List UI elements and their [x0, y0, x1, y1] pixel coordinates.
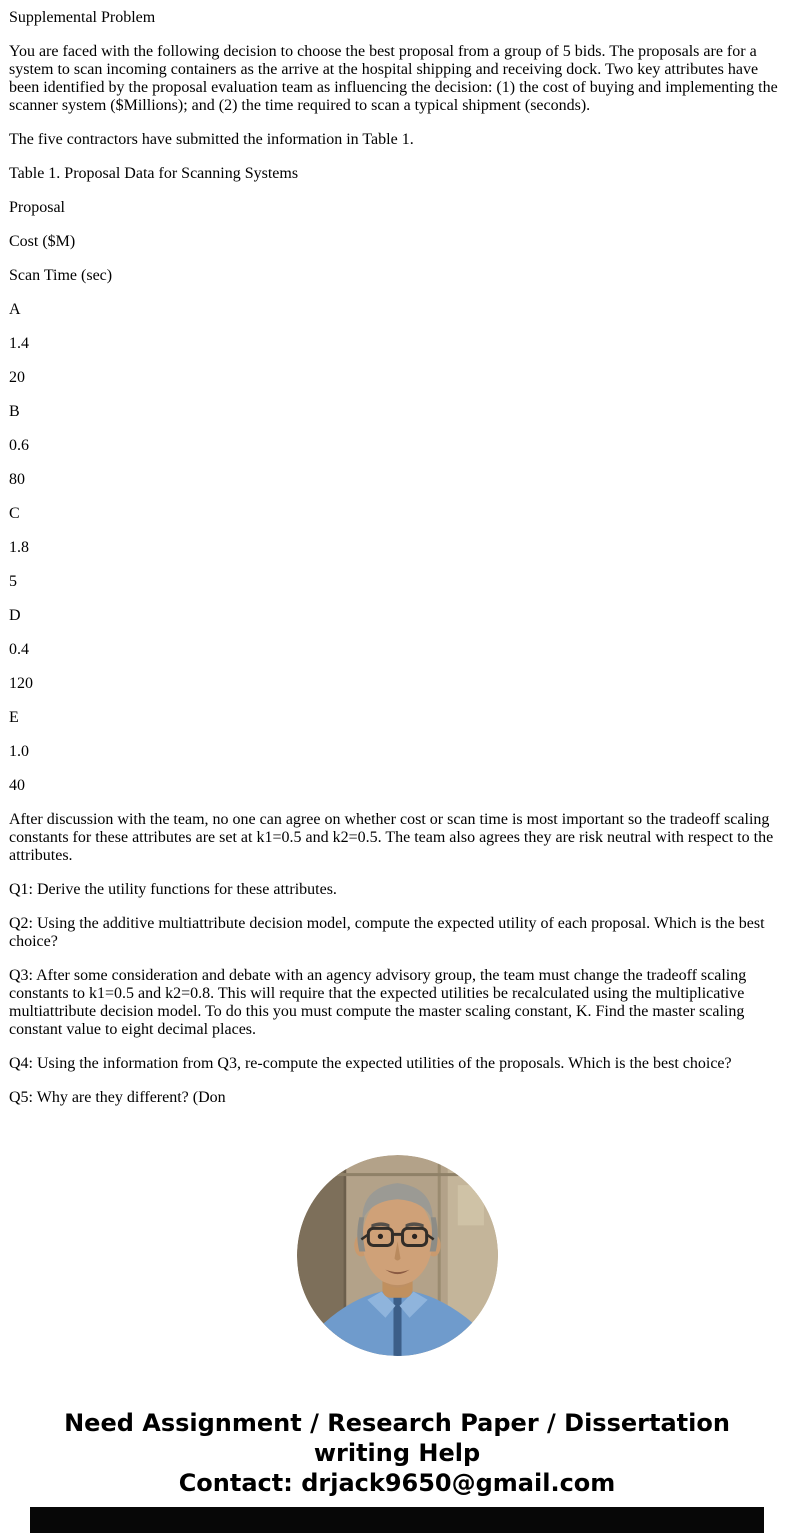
- table-cell-proposal: E: [9, 709, 19, 726]
- table-cell-scan-time: 120: [9, 675, 33, 692]
- table-intro-paragraph: The five contractors have submitted the information in Table 1.: [9, 131, 414, 148]
- table-header-cost: Cost ($M): [9, 233, 76, 250]
- doc-title: Supplemental Problem: [9, 9, 156, 26]
- intro-paragraph: You are faced with the following decision to choose the best proposal from a group of 5 bids. The proposals are for a system to scan incoming containers as the arrive at the hospital shipping and receiving dock. Two key attributes have been identified by the proposal evaluation team as influencing the decision: (1) the cost of buying and implementing the scanner system ($Millions); and (2) the time required to scan a typical shipment (seconds).: [9, 43, 778, 114]
- question-q4: Q4: Using the information from Q3, re-compute the expected utilities of the proposals. Which is the best choice?: [9, 1055, 732, 1072]
- document-body: [0, 9, 794, 1123]
- table-cell-proposal: C: [9, 505, 20, 522]
- question-q3: Q3: After some consideration and debate with an agency advisory group, the team must change the tradeoff scaling constants to k1=0.5 and k2=0.8. This will require that the expected utilities be recalculated using the multiplicative multiattribute decision model. To do this you must compute the master scaling constant, K. Find the master scaling constant value to eight decimal places.: [9, 967, 747, 1038]
- table-cell-scan-time: 5: [9, 573, 17, 590]
- table-header-proposal: Proposal: [9, 199, 65, 216]
- table-cell-proposal: B: [9, 403, 20, 420]
- discussion-paragraph: After discussion with the team, no one can agree on whether cost or scan time is most important so the tradeoff scaling constants for these attributes are set at k1=0.5 and k2=0.5. The team also agrees they are risk neutral with respect to the attributes.: [9, 811, 774, 864]
- question-q5: Q5: Why are they different? (Don: [9, 1089, 226, 1106]
- question-q2: Q2: Using the additive multiattribute decision model, compute the expected utility of each proposal. Which is the best choice?: [9, 915, 765, 950]
- table-cell-cost: 1.4: [9, 335, 29, 352]
- table-cell-scan-time: 40: [9, 777, 25, 794]
- table-cell-scan-time: 20: [9, 369, 25, 386]
- tutor-photo-image: [297, 1155, 498, 1356]
- table-cell-cost: 1.0: [9, 743, 29, 760]
- table-caption: Table 1. Proposal Data for Scanning Systems: [9, 165, 299, 182]
- tutor-photo: [297, 1155, 498, 1356]
- table-cell-cost: 0.6: [9, 437, 29, 454]
- table-cell-proposal: A: [9, 301, 21, 318]
- table-cell-cost: 1.8: [9, 539, 29, 556]
- table-cell-scan-time: 80: [9, 471, 25, 488]
- table-cell-proposal: D: [9, 607, 21, 624]
- promo-heading: Need Assignment / Research Paper / Dissertation writing Help: [64, 1409, 730, 1467]
- table-header-scan-time: Scan Time (sec): [9, 267, 113, 284]
- promo-contact-email: Contact: drjack9650@gmail.com: [178, 1469, 616, 1497]
- promo-block: [25, 1408, 769, 1498]
- question-q1: Q1: Derive the utility functions for these attributes.: [9, 881, 337, 898]
- bottom-black-bar: [30, 1507, 764, 1533]
- table-cell-cost: 0.4: [9, 641, 29, 658]
